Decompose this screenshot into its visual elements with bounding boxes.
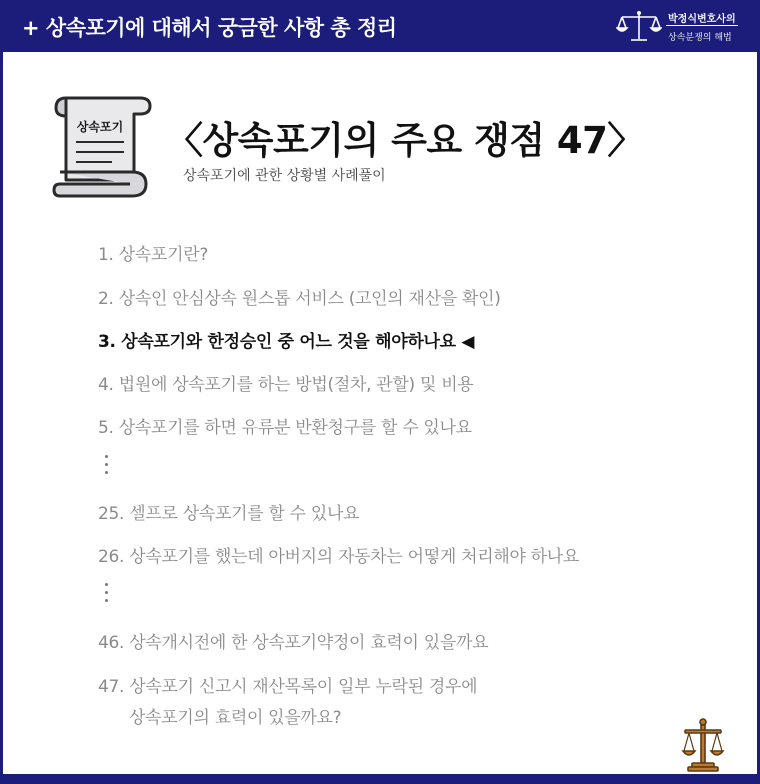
toc-item-47-line2: 상속포기의 효력이 있을까요? (129, 708, 342, 728)
header-title: + 상속포기에 대해서 궁금한 사항 총 정리 (22, 16, 397, 40)
toc-item-47-line1: 47. 상속포기 신고시 재산목록이 일부 누락된 경우에 (98, 677, 478, 697)
page-title: 〈상속포기의 주요 쟁점 47〉 (166, 119, 644, 162)
scales-of-justice-icon (616, 10, 662, 44)
toc-item-3-current[interactable]: 3. 상속포기와 한정승인 중 어느 것을 해야하나요 ◀ (98, 332, 475, 352)
toc-item-46[interactable]: 46. 상속개시전에 한 상속포기약정이 효력이 있을까요 (98, 633, 489, 653)
document-scroll-icon (52, 94, 152, 204)
brand-name: 박정식변호사의 (668, 14, 736, 25)
header-bar (0, 0, 760, 52)
toc-item-26[interactable]: 26. 상속포기를 했는데 아버지의 자동차는 어떻게 처리해야 하나요 (98, 547, 580, 567)
vertical-ellipsis-icon (102, 455, 110, 477)
toc-item-4[interactable]: 4. 법원에 상속포기를 하는 방법(절차, 관할) 및 비용 (98, 375, 474, 395)
scales-of-justice-icon (681, 717, 725, 777)
brand-divider (666, 25, 738, 26)
toc-item-2[interactable]: 2. 상속인 안심상속 원스톱 서비스 (고인의 재산을 확인) (98, 289, 501, 309)
toc-item-25[interactable]: 25. 셀프로 상속포기를 할 수 있나요 (98, 504, 360, 524)
vertical-ellipsis-icon (102, 583, 110, 605)
toc-item-5[interactable]: 5. 상속포기를 하면 유류분 반환청구를 할 수 있나요 (98, 418, 472, 438)
scroll-label: 상속포기 (76, 120, 124, 134)
brand-tagline: 상속분쟁의 해법 (668, 33, 732, 43)
page-subtitle: 상속포기에 관한 상황별 사례풀이 (183, 168, 386, 184)
toc-item-47[interactable] (98, 672, 477, 728)
brand-logo (616, 8, 746, 46)
toc-item-1[interactable]: 1. 상속포기란? (98, 245, 209, 265)
